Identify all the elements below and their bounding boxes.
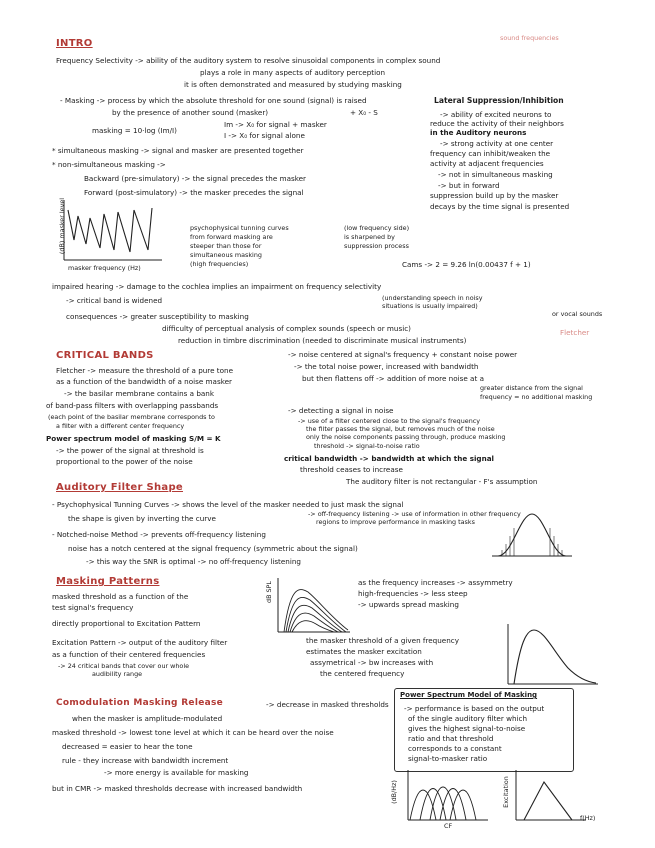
ptc-note-5: (high frequencies) xyxy=(190,260,249,268)
bottom-y1: (dB/Hz) xyxy=(389,780,398,804)
ptc-note2-1: (low frequency side) xyxy=(344,224,410,232)
intro-line-4: - Masking -> process by which the absolute threshold for one sound (signal) is raised xyxy=(60,96,367,105)
cmr-1: -> decrease in masked thresholds xyxy=(266,700,389,709)
critical-12: but then flattens off -> addition of more noise at a xyxy=(302,374,484,383)
filter-7: -> this way the SNR is optimal -> no off-frequency listening xyxy=(86,557,301,566)
lateral-6: activity at adjacent frequencies xyxy=(430,159,544,168)
mp-13: assymetrical -> bw increases with xyxy=(310,658,434,667)
box-5: corresponds to a constant xyxy=(408,744,502,753)
mp-7: audibility range xyxy=(92,670,143,678)
cmr-7: but in CMR -> masked thresholds decrease with increased bandwidth xyxy=(52,784,303,793)
intro-line-nonsim: * non-simultaneous masking -> xyxy=(52,160,166,169)
bottom-y2: Excitation xyxy=(501,776,510,808)
cmr-5: rule - they increase with bandwidth increment xyxy=(62,756,229,765)
lateral-7: -> not in simultaneous masking xyxy=(438,170,553,179)
ptc-axis-x: masker frequency (Hz) xyxy=(68,264,141,272)
excitation-triangle-sketch xyxy=(516,770,586,822)
intro-line-5: by the presence of another sound (masker) xyxy=(112,108,269,117)
heading-critical-bands: CRITICAL BANDS xyxy=(56,350,154,361)
masking-formula: masking = 10·log (Im/I) xyxy=(92,126,177,135)
ptc-axis-y: (dB) masker level xyxy=(58,197,67,255)
mp-5: as a function of their centered frequencies xyxy=(52,650,206,659)
intro-line-6: + X₀ - S xyxy=(350,108,378,117)
critical-9: proportional to the power of the noise xyxy=(56,457,193,466)
mp-4: Excitation Pattern -> output of the auditory filter xyxy=(52,638,228,647)
heading-power-spectrum: Power Spectrum Model of Masking xyxy=(400,691,538,699)
impaired-2: -> critical band is widened xyxy=(66,296,163,305)
lateral-1: -> ability of excited neurons to xyxy=(440,110,552,119)
critical-4: of band-pass filters with overlapping passbands xyxy=(46,401,219,410)
ptc-note-4: simultaneous masking xyxy=(190,251,262,259)
cmr-3: masked threshold -> lowest tone level at which it can be heard over the noise xyxy=(52,728,334,737)
lateral-5: frequency can inhibit/weaken the xyxy=(430,149,551,158)
intro-line-backward: Backward (pre-simulatory) -> the signal precedes the masker xyxy=(84,174,307,183)
mp-9: high-frequencies -> less steep xyxy=(358,589,468,598)
critical-11: -> the total noise power, increased with bandwidth xyxy=(294,362,479,371)
critical-15: -> detecting a signal in noise xyxy=(288,406,394,415)
filter-bank-sketch xyxy=(408,770,488,822)
critical-17: the filter passes the signal, but removes much of the noise xyxy=(306,425,495,433)
lateral-10: decays by the time signal is presented xyxy=(430,202,570,211)
critical-7: Power spectrum model of masking S/M = K xyxy=(46,434,221,443)
notes-page xyxy=(46,32,607,830)
mp-3: directly proportional to Excitation Pattern xyxy=(52,619,201,628)
excitation-pattern-sketch xyxy=(508,624,598,686)
ptc-note-2: from forward masking are xyxy=(190,233,273,241)
impaired-9: Fletcher xyxy=(560,328,590,337)
formula-i: I -> X₀ for signal alone xyxy=(224,131,305,140)
critical-6: a filter with a different center frequency xyxy=(56,422,185,430)
heading-intro: INTRO xyxy=(56,38,93,49)
impaired-6: difficulty of perceptual analysis of complex sounds (speech or music) xyxy=(162,324,411,333)
box-2: of the single auditory filter which xyxy=(408,714,528,723)
impaired-4: situations is usually impaired) xyxy=(382,302,478,310)
lateral-4: -> strong activity at one center xyxy=(440,139,554,148)
intro-line-1: Frequency Selectivity -> ability of the auditory system to resolve sinusoidal components in complex sound xyxy=(56,56,441,65)
mp-axis: dB SPL xyxy=(264,581,273,603)
impaired-3: (understanding speech in noisy xyxy=(382,294,483,302)
intro-line-sim: * simultaneous masking -> signal and masker are presented together xyxy=(52,146,304,155)
critical-5: (each point of the basilar membrane corresponds to xyxy=(48,413,215,421)
critical-13: greater distance from the signal xyxy=(480,384,583,392)
bottom-x2: CF xyxy=(444,822,453,830)
ptc-note-3: steeper than those for xyxy=(190,242,262,250)
mp-2: test signal's frequency xyxy=(52,603,134,612)
impaired-5: consequences -> greater susceptibility to masking xyxy=(66,312,249,321)
box-6: signal-to-masker ratio xyxy=(408,754,488,763)
ptc-note2-3: suppression process xyxy=(344,242,409,250)
intro-line-3: it is often demonstrated and measured by studying masking xyxy=(184,80,402,89)
filter-4: the shape is given by inverting the curve xyxy=(68,514,216,523)
critical-8: -> the power of the signal at threshold is xyxy=(56,446,204,455)
box-3: gives the highest signal-to-noise xyxy=(408,724,526,733)
mp-11: the masker threshold of a given frequency xyxy=(306,636,459,645)
lateral-3: in the Auditory neurons xyxy=(430,128,527,137)
mp-6: -> 24 critical bands that cover our whole xyxy=(58,662,190,670)
lateral-9: suppression build up by the masker xyxy=(430,191,559,200)
box-4: ratio and that threshold xyxy=(408,734,494,743)
critical-1: Fletcher -> measure the threshold of a pure tone xyxy=(56,366,234,375)
notched-noise-sketch xyxy=(492,510,572,560)
ptc-note-1: psychophysical tunning curves xyxy=(190,224,289,232)
filter-1: - Psychophysical Tunning Curves -> shows the level of the masker needed to just mask the signal xyxy=(52,500,404,509)
filter-2: -> off-frequency listening -> use of information in other frequency xyxy=(308,510,521,518)
impaired-7: reduction in timbre discrimination (needed to discriminate musical instruments) xyxy=(178,336,467,345)
filter-3: regions to improve performance in masking tasks xyxy=(316,518,475,526)
cams-formula: Cams -> 2 = 9.26 ln(0.00437 f + 1) xyxy=(402,260,531,269)
heading-filter-shape: Auditory Filter Shape xyxy=(56,482,183,493)
ptc-note2-2: is sharpened by xyxy=(344,233,395,241)
mp-1: masked threshold as a function of the xyxy=(52,592,189,601)
intro-line-2: plays a role in many aspects of auditory perception xyxy=(200,68,386,77)
impaired-1: impaired hearing -> damage to the cochlea implies an impairment on frequency selectivity xyxy=(52,282,382,291)
critical-10: -> noise centered at signal's frequency + constant noise power xyxy=(288,350,518,359)
mp-14: the centered frequency xyxy=(320,669,405,678)
box-1: -> performance is based on the output xyxy=(404,704,545,713)
corner-note: sound frequencies xyxy=(500,34,559,42)
heading-cmr: Comodulation Masking Release xyxy=(56,698,224,708)
heading-lateral: Lateral Suppression/Inhibition xyxy=(434,96,564,105)
critical-21: threshold ceases to increase xyxy=(300,465,403,474)
filter-5: - Notched-noise Method -> prevents off-frequency listening xyxy=(52,530,266,539)
critical-3: -> the basilar membrane contains a bank xyxy=(64,389,215,398)
critical-16: -> use of a filter centered close to the signal's frequency xyxy=(298,417,481,425)
critical-14: frequency = no additional masking xyxy=(480,393,593,401)
mp-10: -> upwards spread masking xyxy=(358,600,459,609)
lateral-8: -> but in forward xyxy=(438,181,500,190)
cmr-4: decreased = easier to hear the tone xyxy=(62,742,193,751)
heading-masking-patterns: Masking Patterns xyxy=(56,576,160,587)
cmr-2: when the masker is amplitude-modulated xyxy=(72,714,223,723)
cmr-6: -> more energy is available for masking xyxy=(104,768,249,777)
lateral-2: reduce the activity of their neighbors xyxy=(430,119,564,128)
mp-12: estimates the masker excitation xyxy=(306,647,422,656)
critical-18: only the noise components passing through, produce masking xyxy=(306,433,506,441)
filter-6: noise has a notch centered at the signal frequency (symmetric about the signal) xyxy=(68,544,358,553)
masking-pattern-sketch xyxy=(278,578,350,634)
critical-2: as a function of the bandwidth of a noise masker xyxy=(56,377,232,386)
formula-im: Im -> X₀ for signal + masker xyxy=(224,120,327,129)
mp-8: as the frequency increases -> assymmetry xyxy=(358,578,513,587)
intro-line-forward: Forward (post-simulatory) -> the masker precedes the signal xyxy=(84,188,304,197)
critical-19: threshold -> signal-to-noise ratio xyxy=(314,442,420,450)
critical-22: The auditory filter is not rectangular - F's assumption xyxy=(346,477,538,486)
bottom-x: f(Hz) xyxy=(580,814,596,822)
impaired-8: or vocal sounds xyxy=(552,310,603,318)
critical-20: critical bandwidth -> bandwidth at which the signal xyxy=(284,454,495,463)
tuning-curve-sketch xyxy=(52,197,162,270)
